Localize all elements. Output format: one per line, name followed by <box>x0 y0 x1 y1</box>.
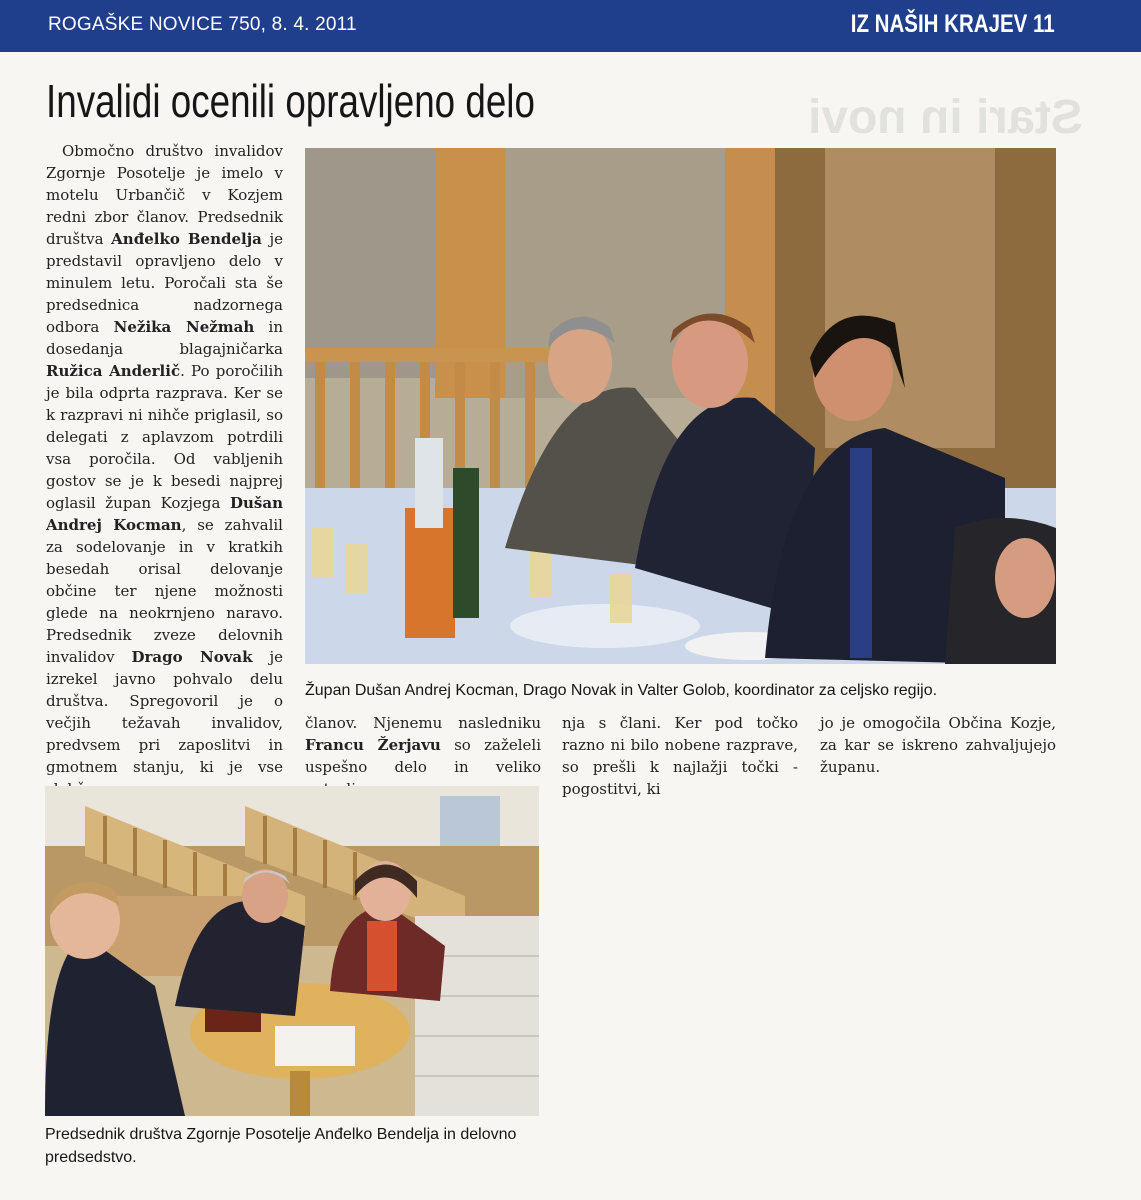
person-name: Drago Novak <box>131 648 253 666</box>
person-name: Dušan Andrej Kocman <box>46 494 283 534</box>
article-headline: Invalidi ocenili opravljeno delo <box>46 75 535 127</box>
meeting-photo <box>305 148 1056 664</box>
person-name: Francu Žerjavu <box>305 736 441 754</box>
paragraph-5: jo je omogočila Občina Kozje, za kar se iskreno zahvaljujejo županu. <box>820 714 1056 776</box>
photo-2-caption: Predsednik društva Zgornje Posotelje Anđelko Bendelja in delovno predsedstvo. <box>45 1126 517 1166</box>
photo-1-caption: Župan Dušan Andrej Kocman, Drago Novak in Valter Golob, koordinator za celjsko regijo. <box>305 682 938 699</box>
person-name: Ružica Anderlič <box>46 362 181 380</box>
person-name: Nežika Nežmah <box>113 318 255 336</box>
article-column-4 <box>820 712 1056 778</box>
person-name: Anđelko Bendelja <box>111 230 262 248</box>
article-column-1 <box>46 140 283 888</box>
publication-date: ROGAŠKE NOVICE 750, 8. 4. 2011 <box>48 14 357 35</box>
paragraph-3: članov. Njenemu nasledniku Francu Žerjavu so zaželeli uspešno delo in veliko <box>305 714 541 776</box>
page-header <box>0 0 1141 52</box>
section-title: IZ NAŠIH KRAJEV 11 <box>851 10 1055 38</box>
presidium-photo <box>45 786 539 1116</box>
paragraph-1: Območno društvo invalidov Zgornje Posotelje je imelo v motelu Urbančič v Kozjem redni zbor članov. Predsednik društva Anđelko Bendelja je predstavil opravljeno delo v minulem letu. Poročali sta še predsednica nadzornega odbora Nežika Nežmah in dosedanja blagajničarka Ružica Anderlič. Po poročilih je bila odprta razprava. Ker se k razpravi ni nihče priglasil, so delegati z aplavzom potrdili vsa poročila. Od vabljenih gostov se je k besedi najprej oglasil župan Kozjega Dušan Andrej Kocman, se zahvalil za sodelovanje in v kratkih besedah orisal delovanje občine ter njene možnosti glede na neokrnjeno naravo. Predsednik zveze delovnih invalidov Drago Novak je izrekel javno pohvalo delu društva. Spregovoril je o večjih težavah invalidov, predvsem pri zaposlitvi in gmotnem stanju, ki je vse <box>46 142 284 776</box>
article-column-3 <box>562 712 798 800</box>
bleed-through-text: Stari in novi <box>808 91 1083 144</box>
paragraph-4: nja s člani. Ker pod točko razno ni bilo nobene razprave, so prešli k najlažji točki - pogostitvi, ki <box>562 714 798 798</box>
